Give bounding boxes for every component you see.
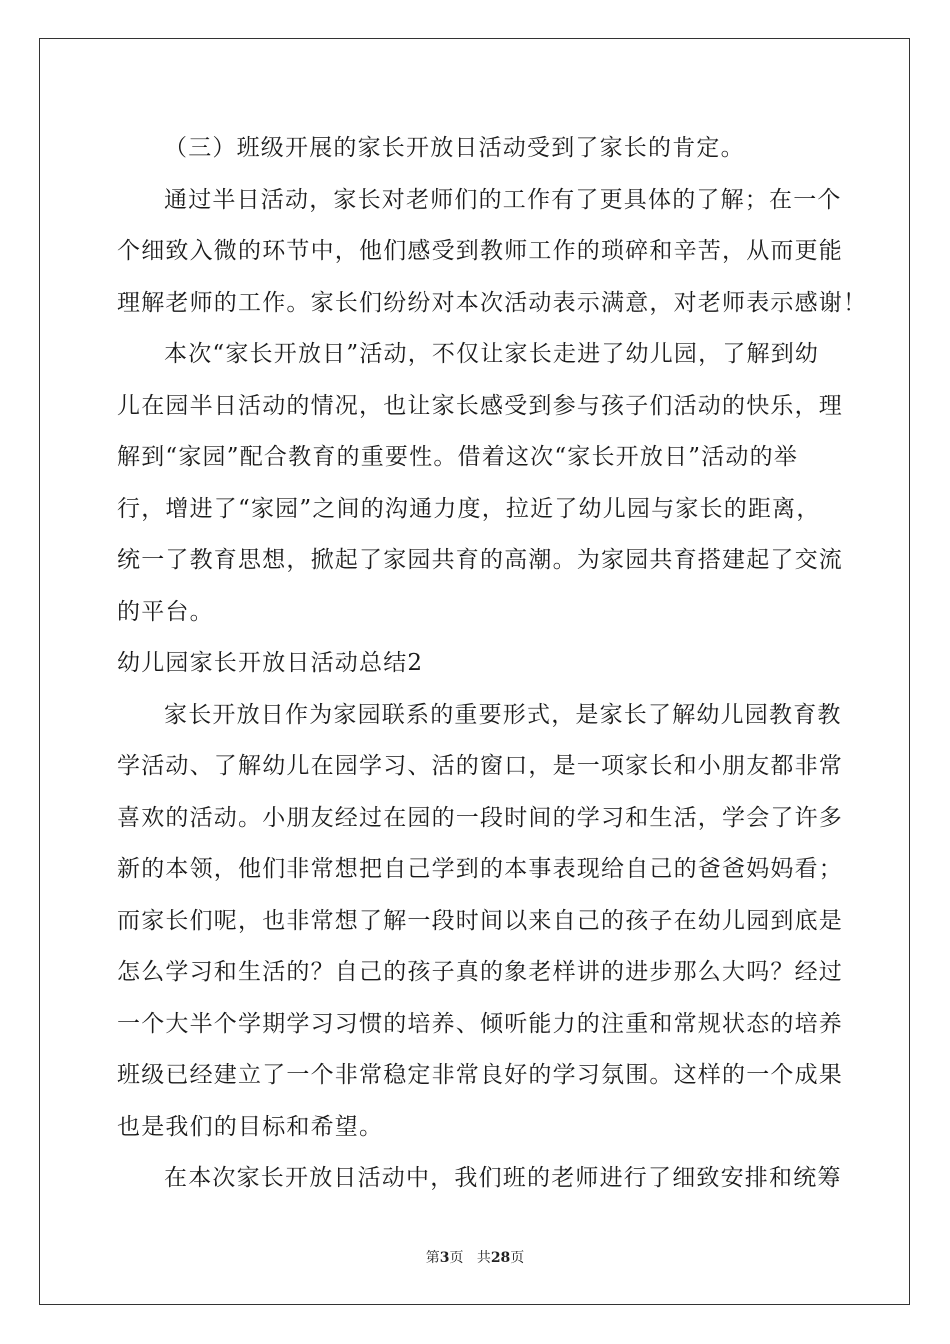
paragraph-line: 而家长们呢，也非常想了解一段时间以来自己的孩子在幼儿园到底是 (117, 907, 843, 934)
paragraph-line: 理解老师的工作。家长们纷纷对本次活动表示满意，对老师表示感谢！ (117, 289, 868, 316)
paragraph-line: 行，增进了“家园”之间的沟通力度，拉近了幼儿园与家长的距离， (117, 495, 821, 522)
page-footer (0, 1247, 950, 1267)
paragraph-line: 统一了教育思想，掀起了家园共育的高潮。为家园共育搭建起了交流 (117, 547, 843, 573)
page-number: 3 (439, 1250, 450, 1266)
paragraph-line: （三）班级开展的家长开放日活动受到了家长的肯定。 (164, 135, 745, 161)
total-pages: 28 (490, 1250, 511, 1266)
footer-page-suffix: 页 (449, 1250, 464, 1266)
paragraph-line: 的平台。 (117, 598, 214, 625)
paragraph-line: 怎么学习和生活的？自己的孩子真的象老样讲的进步那么大吗？经过 (117, 959, 843, 985)
paragraph-line: 班级已经建立了一个非常稳定非常良好的学习氛围。这样的一个成果 (117, 1062, 843, 1088)
section-heading: 幼儿园家长开放日活动总结2 (117, 650, 424, 676)
paragraph-line: 学活动、了解幼儿在园学习、活的窗口，是一项家长和小朋友都非常 (117, 753, 843, 779)
paragraph-line: 喜欢的活动。小朋友经过在园的一段时间的学习和生活，学会了许多 (117, 804, 843, 831)
paragraph-line: 儿在园半日活动的情况，也让家长感受到参与孩子们活动的快乐，理 (117, 392, 843, 419)
paragraph-line: 在本次家长开放日活动中，我们班的老师进行了细致安排和统筹 (164, 1165, 842, 1191)
footer-prefix: 第 (425, 1250, 440, 1266)
paragraph-line: 家长开放日作为家园联系的重要形式，是家长了解幼儿园教育教 (164, 701, 842, 728)
paragraph-line: 个细致入微的环节中，他们感受到教师工作的琐碎和辛苦，从而更能 (117, 238, 843, 264)
paragraph-line: 通过半日活动，家长对老师们的工作有了更具体的了解；在一个 (164, 186, 842, 213)
footer-total-suffix: 页 (510, 1250, 525, 1266)
paragraph-line: 解到“家园”配合教育的重要性。借着这次“家长开放日”活动的举 (117, 444, 799, 470)
paragraph-line: 一个大半个学期学习习惯的培养、倾听能力的注重和常规状态的培养 (117, 1010, 843, 1037)
paragraph-line: 也是我们的目标和希望。 (117, 1113, 384, 1140)
footer-total-prefix: 共 (476, 1250, 491, 1266)
paragraph-line: 新的本领，他们非常想把自己学到的本事表现给自己的爸爸妈妈看； (117, 856, 843, 882)
paragraph-line: 本次“家长开放日”活动，不仅让家长走进了幼儿园，了解到幼 (164, 341, 820, 367)
document-body (117, 128, 868, 1210)
